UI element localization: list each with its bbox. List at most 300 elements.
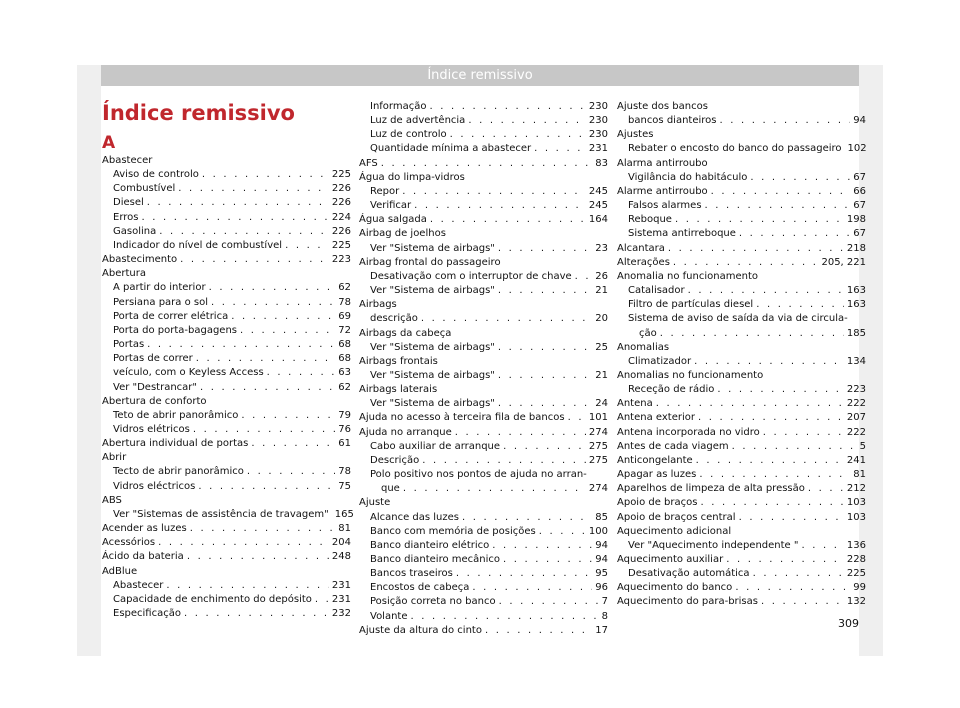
entry-term: Repor [370,185,400,197]
leader-dots [694,355,844,369]
entry-page-ref: 81 [338,523,351,535]
entry-term: Antena [617,398,653,410]
entry-page-ref: 136 [846,539,866,551]
entry-term: Alterações [617,256,670,268]
index-subentry [359,312,608,326]
index-subentry [102,281,351,295]
index-entry [102,550,351,564]
entry-page-ref: 224 [331,211,351,223]
entry-term: Antena exterior [617,412,695,424]
leader-dots [726,553,844,567]
entry-term: Desativação automática [628,568,750,580]
leader-dots [498,284,592,298]
leader-dots [231,310,335,324]
entry-page-ref: 230 [588,129,608,141]
entry-term: descrição [370,313,418,325]
index-subentry [359,553,608,567]
index-entry [617,185,866,199]
leader-dots [735,581,850,595]
index-entry [359,213,608,227]
leader-dots [492,539,592,553]
leader-dots [673,256,819,270]
entry-term: Filtro de partículas diesel [628,299,754,311]
entry-term: Água salgada [359,214,427,226]
index-entry [359,426,608,440]
leader-dots [756,298,844,312]
leader-dots [739,511,844,525]
leader-dots [668,242,844,256]
index-entry [359,298,608,312]
entry-page-ref: 274 [588,483,608,495]
entry-page-ref: 100 [588,525,608,537]
entry-page-ref: 94 [853,115,866,127]
leader-dots [675,213,844,227]
index-subentry [102,239,351,253]
index-subentry [102,366,351,380]
index-subentry [617,284,866,298]
entry-page-ref: 72 [338,324,351,336]
leader-dots [240,324,335,338]
index-entry [617,496,866,510]
entry-page-ref: 222 [846,398,866,410]
entry-term: AFS [359,157,378,169]
entry-page-ref: 83 [595,157,608,169]
entry-page-ref: 25 [595,341,608,353]
entry-page-ref: 204 [331,537,351,549]
entry-page-ref: 134 [846,355,866,367]
entry-page-ref: 225 [846,568,866,580]
entry-page-ref: 62 [338,381,351,393]
index-entry [617,553,866,567]
leader-dots [503,553,592,567]
index-entry [617,595,866,609]
index-subentry [617,298,866,312]
entry-term: Banco com memória de posições [370,525,536,537]
entry-page-ref: 103 [846,511,866,523]
leader-dots [753,567,844,581]
index-subentry [617,213,866,227]
index-column-1 [102,100,354,621]
index-subentry [102,381,351,395]
leader-dots [450,128,586,142]
leader-dots [498,397,592,411]
entry-page-ref: 275 [588,454,608,466]
entry-term: Alcance das luzes [370,511,460,523]
entry-term: Ver "Sistemas de assistência de travagem" [113,508,329,520]
index-entry [617,157,866,171]
entry-term: Sistema de aviso de saída da via de circula- [628,313,848,325]
entry-page-ref: 85 [595,511,608,523]
entry-term: Ajuda no arranque [359,426,452,438]
entry-term: Verificar [370,200,412,212]
index-subentry [617,539,866,553]
entry-page-ref: 95 [595,568,608,580]
index-entry [617,411,866,425]
index-subentry [102,593,351,607]
index-subentry [359,482,608,496]
entry-term: Ácido da bateria [102,551,184,563]
entry-term: Capacidade de enchimento do depósito [113,593,312,605]
leader-dots [568,411,586,425]
entry-term: Rebater o encosto do banco do passageiro [628,143,842,155]
index-entry [102,494,351,508]
entry-term: ABS [102,494,122,506]
leader-dots [700,496,843,510]
entry-term: Receção de rádio [628,384,715,396]
entry-page-ref: 78 [338,296,351,308]
entry-page-ref: 66 [853,185,866,197]
page-title: Índice remissivo [102,101,295,125]
leader-dots [147,196,329,210]
entry-term: Apagar as luzes [617,469,697,481]
leader-dots [422,454,586,468]
leader-dots [402,185,586,199]
entry-page-ref: 68 [338,339,351,351]
entry-term: Vidros elétricos [113,423,190,435]
leader-dots [166,579,329,593]
index-entry [359,227,608,241]
entry-term: Persiana para o sol [113,296,208,308]
entry-page-ref: 231 [331,579,351,591]
index-subentry [617,355,866,369]
leader-dots [711,185,851,199]
index-entry [617,426,866,440]
entry-term: Ver "Sistema de airbags" [370,285,495,297]
entry-term: Vidros eléctricos [113,480,196,492]
running-header: Índice remissivo [101,65,859,86]
leader-dots [247,465,335,479]
entry-term: Banco dianteiro elétrico [370,539,490,551]
leader-dots [468,114,586,128]
leader-dots [403,482,586,496]
index-column-2 [359,100,608,638]
index-entry [359,411,608,425]
leader-dots [498,341,592,355]
entry-page-ref: 163 [846,285,866,297]
entry-page-ref: 132 [846,596,866,608]
entry-page-ref: 67 [853,200,866,212]
entry-term: bancos dianteiros [628,115,717,127]
entry-page-ref: 230 [588,115,608,127]
entry-page-ref: 231 [331,593,351,605]
entry-page-ref: 225 [331,169,351,181]
index-entry [617,454,866,468]
index-subentry [359,199,608,213]
entry-term: Anomalias no funcionamento [617,369,764,381]
leader-dots [184,607,329,621]
index-subentry [359,610,608,624]
leader-dots [503,440,586,454]
leader-dots [539,525,586,539]
index-entry [102,154,351,168]
leader-dots [429,100,585,114]
entry-page-ref: 207 [846,412,866,424]
entry-page-ref: 99 [853,582,866,594]
entry-page-ref: 232 [331,608,351,619]
index-subentry [359,142,608,156]
entry-term: Bancos traseiros [370,568,453,580]
index-subentry [359,242,608,256]
index-entry [359,256,608,270]
leader-dots [705,199,851,213]
leader-dots [732,440,857,454]
entry-term: Erros [113,211,139,223]
entry-term: Anomalias [617,341,670,353]
entry-page-ref: 223 [331,254,351,266]
entry-page-ref: 231 [588,143,608,155]
entry-term: Posição correta no banco [370,596,496,608]
entry-term: Gasolina [113,225,157,237]
entry-term: Airbag de joelhos [359,228,446,240]
entry-term: Climatizador [628,355,692,367]
leader-dots [414,199,586,213]
index-entry [617,482,866,496]
index-entry [617,525,866,539]
page-number: 309 [838,617,859,630]
entry-page-ref: 198 [846,214,866,226]
index-entry [102,451,351,465]
entry-page-ref: 75 [338,480,351,492]
index-subentry [102,607,351,621]
entry-term: Antena incorporada no vidro [617,426,760,438]
leader-dots [699,468,850,482]
leader-dots [698,411,844,425]
leader-dots [315,593,329,607]
index-entry [617,440,866,454]
entry-term: Ajuste da altura do cinto [359,624,482,636]
index-subentry [359,341,608,355]
index-entry [359,327,608,341]
leader-dots [739,227,850,241]
leader-dots [696,454,844,468]
index-subentry [102,324,351,338]
index-subentry [617,171,866,185]
leader-dots [147,338,335,352]
entry-term: Desativação com o interruptor de chave [370,270,572,282]
entry-term: Sistema antirreboque [628,228,736,240]
leader-dots [421,312,592,326]
leader-dots [251,437,335,451]
leader-dots [763,426,844,440]
index-subentry [102,168,351,182]
leader-dots [656,397,844,411]
entry-term: Banco dianteiro mecânico [370,554,501,565]
leader-dots [761,595,844,609]
leader-dots [660,327,844,341]
entry-term: Reboque [628,214,672,226]
leader-dots [196,352,336,366]
index-entry [617,128,866,142]
entry-term: Apoio de braços [617,497,698,509]
index-entry [359,624,608,638]
entry-page-ref: 69 [338,310,351,322]
leader-dots [719,114,850,128]
entry-term: Aquecimento do banco [617,582,733,594]
index-entry [359,355,608,369]
entry-term: Luz de controlo [370,129,447,141]
entry-page-ref: 8 [601,610,608,622]
entry-page-ref: 163 [846,299,866,311]
entry-term: Diesel [113,197,144,209]
index-subentry [102,182,351,196]
leader-dots [808,482,844,496]
entry-term: Indicador do nível de combustível [113,239,283,251]
entry-page-ref: 96 [595,582,608,594]
entry-page-ref: 230 [588,101,608,112]
index-entry [359,157,608,171]
index-subentry [617,114,866,128]
leader-dots [462,511,592,525]
entry-term: Aquecimento do para-brisas [617,596,758,608]
entry-term: Falsos alarmes [628,200,702,212]
index-subentry [617,312,866,326]
entry-page-ref: 76 [338,423,351,435]
index-subentry [617,383,866,397]
entry-page-ref: 245 [588,185,608,197]
index-entry [359,171,608,185]
leader-dots [688,284,844,298]
entry-page-ref: 68 [338,353,351,365]
entry-term: Tecto de abrir panorâmico [113,466,244,478]
entry-page-ref: 164 [588,214,608,226]
index-subentry [359,539,608,553]
index-entry [617,581,866,595]
index-entry [617,511,866,525]
leader-dots [202,168,329,182]
index-entry [617,256,866,270]
entry-term: Alarma antirroubo [617,157,708,169]
leader-dots [499,595,599,609]
entry-term: Porta do porta-bagagens [113,324,238,336]
leader-dots [801,539,843,553]
leader-dots [141,211,328,225]
index-subentry [359,114,608,128]
index-subentry [359,595,608,609]
index-subentry [102,352,351,366]
entry-page-ref: 21 [595,285,608,297]
entry-term: Aquecimento auxiliar [617,554,724,565]
entry-page-ref: 225 [331,239,351,251]
entry-page-ref: 275 [588,440,608,452]
entry-page-ref: 226 [331,225,351,237]
entry-page-ref: 78 [338,466,351,478]
index-entry [102,267,351,281]
entry-page-ref: 26 [595,270,608,282]
entry-term: Cabo auxiliar de arranque [370,440,501,452]
entry-page-ref: 81 [853,469,866,481]
index-subentry [617,567,866,581]
leader-dots [241,409,335,423]
entry-term: ção [639,327,657,339]
entry-page-ref: 212 [846,483,866,495]
entry-term: Vigilância do habitáculo [628,171,748,183]
entry-term: AdBlue [102,565,138,577]
leader-dots [575,270,593,284]
entry-term: Alarme antirroubo [617,185,708,197]
leader-dots [472,581,592,595]
entry-term: Anomalia no funcionamento [617,270,758,282]
leader-dots [193,423,335,437]
index-entry [102,253,351,267]
index-subentry [617,227,866,241]
entry-term: Abastecer [113,579,164,591]
index-subentry [102,310,351,324]
leader-dots [456,567,592,581]
entry-page-ref: 223 [846,384,866,396]
entry-page-ref: 102 [847,143,867,155]
index-subentry [359,397,608,411]
entry-term: Alcantara [617,242,665,254]
entry-term: Ajustes [617,129,654,141]
entry-term: Abertura [102,268,146,280]
index-entry [617,242,866,256]
index-subentry [102,423,351,437]
entry-term: Abrir [102,452,127,464]
entry-page-ref: 62 [338,282,351,294]
entry-term: Aparelhos de limpeza de alta pressão [617,483,805,495]
entry-term: Abertura de conforto [102,395,207,407]
entry-term: Quantidade mínima a abastecer [370,143,532,155]
entry-term: Água do limpa-vidros [359,171,465,183]
leader-dots [267,366,336,380]
entry-page-ref: 218 [846,242,866,254]
entry-term: Acessórios [102,537,156,549]
entry-term: Ver "Sistema de airbags" [370,369,495,381]
leader-dots [211,296,335,310]
entry-page-ref: 274 [588,426,608,438]
entry-page-ref: 241 [846,454,866,466]
entry-term: Combustível [113,183,176,195]
index-subentry [359,525,608,539]
entry-term: Encostos de cabeça [370,582,470,594]
entry-term: Ver "Sistema de airbags" [370,341,495,353]
entry-page-ref: 101 [588,412,608,424]
entry-term: Abastecer [102,155,153,166]
entry-page-ref: 20 [595,313,608,325]
leader-dots [498,242,592,256]
entry-page-ref: 228 [846,554,866,565]
leader-dots [159,225,329,239]
entry-term: Portas [113,339,145,351]
index-subentry [102,338,351,352]
index-subentry [359,185,608,199]
entry-page-ref: 94 [595,554,608,565]
index-entry [102,395,351,409]
index-entry [102,522,351,536]
index-subentry [102,465,351,479]
entry-term: Portas de correr [113,353,193,365]
entry-term: A partir do interior [113,282,206,294]
index-subentry [617,142,866,156]
index-entry [359,496,608,510]
leader-dots [178,182,329,196]
leader-dots [411,610,599,624]
index-subentry [102,296,351,310]
leader-dots [285,239,329,253]
leader-dots [180,253,329,267]
entry-term: Anticongelante [617,454,693,466]
entry-term: Catalisador [628,285,685,297]
entry-page-ref: 67 [853,228,866,240]
entry-term: Abastecimento [102,254,178,266]
entry-term: Apoio de braços central [617,511,736,523]
entry-term: Airbags da cabeça [359,327,452,339]
index-entry [102,536,351,550]
entry-page-ref: 63 [338,367,351,379]
entry-term: Especificação [113,608,181,619]
index-subentry [359,511,608,525]
entry-page-ref: 248 [331,551,351,563]
